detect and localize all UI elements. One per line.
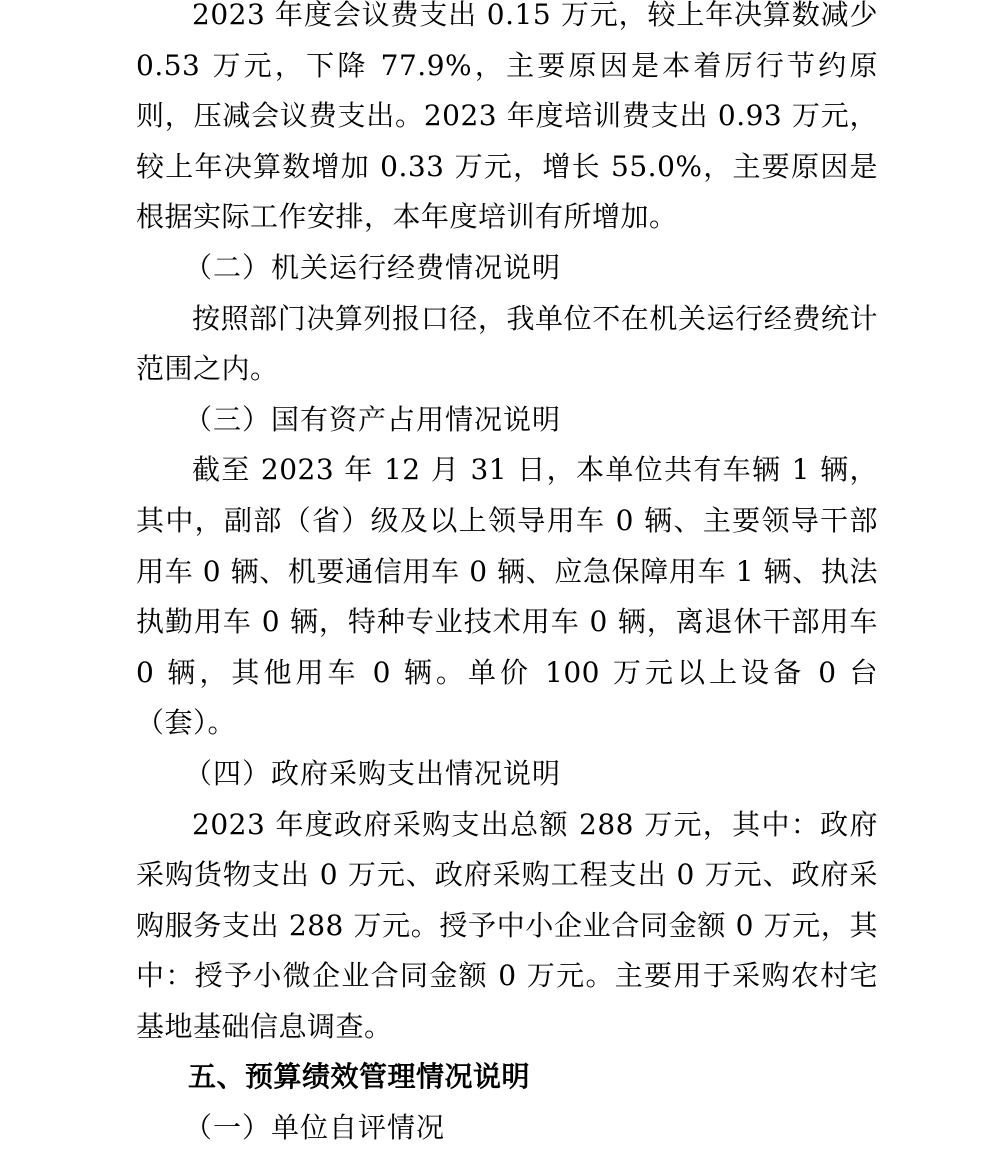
heading-state-assets: （三）国有资产占用情况说明 (184, 402, 562, 436)
paragraph-state-assets: 截至 2023 年 12 月 31 日，本单位共有车辆 1 辆，其中，副部（省）级及以上领导用车 0 辆、主要领导干部用车 0 辆、机要通信用车 0 辆、应急保障用车 1 辆、执法执勤用车 0 辆，特种专业技术用车 0 辆，离退休干部用车 0 辆，其他用车 0 辆。单价 100 万元以上设备 0 台（套）。 (136, 453, 878, 740)
heading-operating-expenses: （二）机关运行经费情况说明 (184, 250, 562, 284)
paragraph-meeting-training-fees: 2023 年度会议费支出 0.15 万元，较上年决算数减少 0.53 万元，下降 77.9%，主要原因是本着厉行节约原则，压减会议费支出。2023 年度培训费支出 0.93 万元，较上年决算数增加 0.33 万元，增长 55.0%，主要原因是根据实际工作安排，本年度培训有所增加。 (136, 0, 878, 234)
paragraph-government-procurement: 2023 年度政府采购支出总额 288 万元，其中：政府采购货物支出 0 万元、政府采购工程支出 0 万元、政府采购服务支出 288 万元。授予中小企业合同金额 0 万元，其中：授予小微企业合同金额 0 万元。主要用于采购农村宅基地基础信息调查。 (136, 807, 878, 1043)
section-title-performance-management: 五、预算绩效管理情况说明 (188, 1060, 531, 1094)
paragraph-operating-expenses: 按照部门决算列报口径，我单位不在机关运行经费统计范围之内。 (136, 301, 878, 386)
heading-government-procurement: （四）政府采购支出情况说明 (184, 756, 562, 790)
document-page (136, 0, 878, 1154)
heading-self-evaluation: （一）单位自评情况 (184, 1111, 446, 1145)
